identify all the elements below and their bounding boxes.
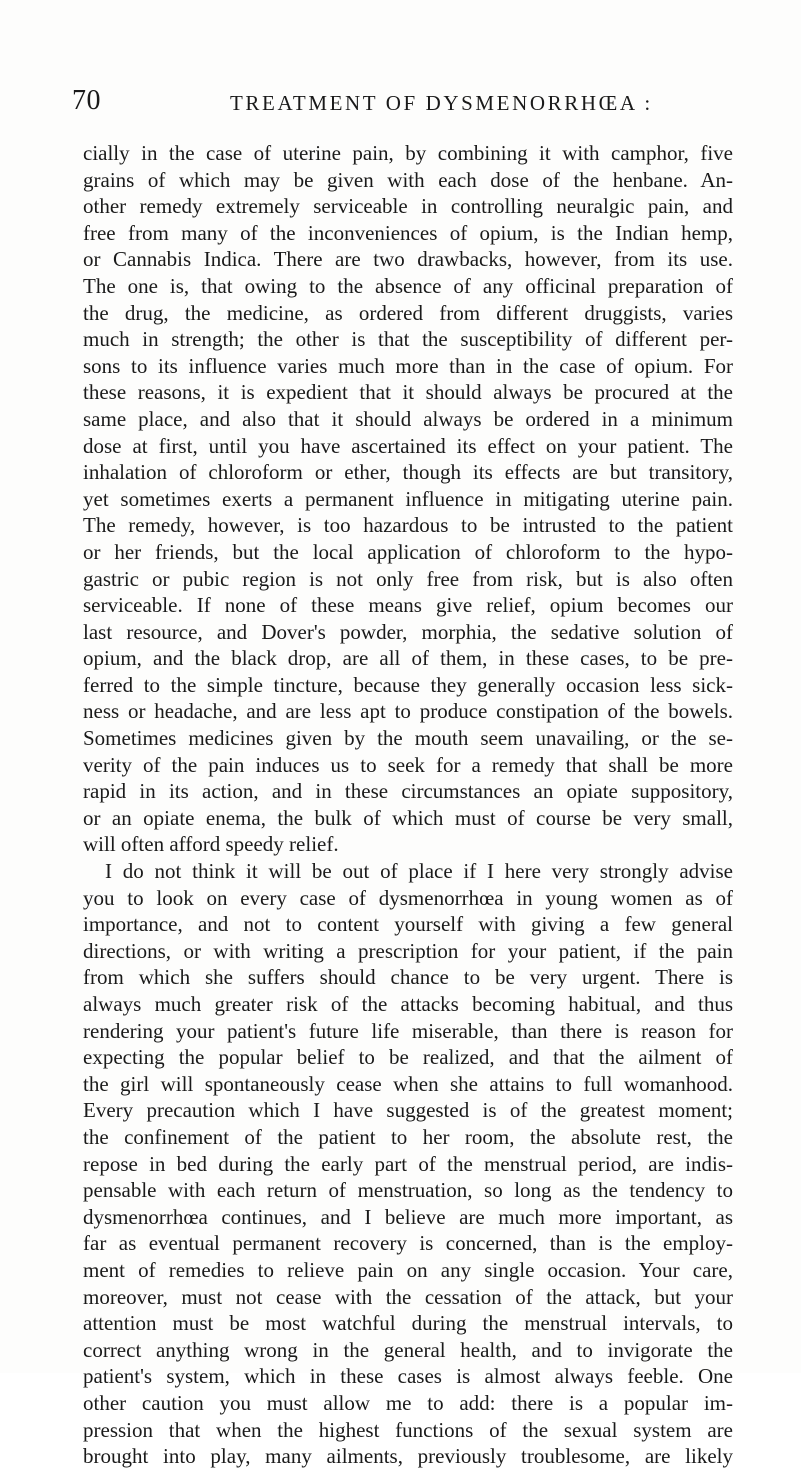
text-line: will often afford speedy relief. [83, 832, 339, 857]
text-line: dose at first, until you have ascertained its effect on your patient. The [83, 433, 733, 458]
text-line: brought into play, many ailments, previously troublesome, are likely [83, 1444, 733, 1469]
text-line: from which she suffers should chance to be very urgent. There is [83, 965, 733, 990]
text-line: importance, and not to content yourself with giving a few general [83, 912, 733, 937]
text-line: repose in bed during the early part of the menstrual period, are indis- [83, 1151, 733, 1176]
text-line: or an opiate enema, the bulk of which must of course be very small, [83, 805, 733, 830]
running-title: TREATMENT OF DYSMENORRHŒA : [230, 91, 653, 115]
text-line: attention must be most watchful during the menstrual intervals, to [83, 1311, 733, 1336]
text-line: Sometimes medicines given by the mouth seem unavailing, or the se- [83, 726, 733, 751]
text-line: or Cannabis Indica. There are two drawbacks, however, from its use. [83, 247, 733, 272]
text-line: same place, and also that it should always be ordered in a minimum [83, 406, 733, 431]
text-line: yet sometimes exerts a permanent influence in mitigating uterine pain. [83, 486, 733, 511]
text-line: free from many of the inconveniences of opium, is the Indian hemp, [83, 220, 733, 245]
text-line: verity of the pain induces us to seek for a remedy that shall be more [83, 752, 733, 777]
text-line: grains of which may be given with each dose of the henbane. An- [83, 167, 733, 192]
text-line: ferred to the simple tincture, because they generally occasion less sick- [83, 672, 733, 697]
text-line: ment of remedies to relieve pain on any single occasion. Your care, [83, 1257, 733, 1282]
page-number: 70 [72, 85, 101, 116]
text-line: these reasons, it is expedient that it should always be procured at the [83, 380, 733, 405]
text-line: always much greater risk of the attacks becoming habitual, and thus [83, 992, 733, 1016]
text-line: opium, and the black drop, are all of them, in these cases, to be pre- [83, 646, 733, 671]
text-line: correct anything wrong in the general health, and to invigorate the [83, 1337, 733, 1362]
text-line: I do not think it will be out of place if I here very strongly advise [105, 859, 733, 884]
text-line: last resource, and Dover's powder, morphia, the sedative solution of [83, 619, 733, 644]
text-line: directions, or with writing a prescription for your patient, if the pain [83, 938, 733, 963]
text-line: you to look on every case of dysmenorrhœa in young women as of [83, 885, 733, 910]
text-line: Every precaution which I have suggested is of the greatest moment; [83, 1098, 733, 1123]
text-line: dysmenorrhœa continues, and I believe are much more important, as [83, 1204, 733, 1229]
text-line: or her friends, but the local application of chloroform to the hypo- [83, 539, 733, 564]
text-line: serviceable. If none of these means give relief, opium becomes our [83, 593, 733, 618]
text-line: other remedy extremely serviceable in controlling neuralgic pain, and [83, 194, 733, 219]
text-line: gastric or pubic region is not only free from risk, but is also often [83, 566, 733, 591]
text-line: rendering your patient's future life miserable, than there is reason for [83, 1018, 733, 1043]
text-line: much in strength; the other is that the susceptibility of different per- [83, 327, 733, 352]
text-line: The one is, that owing to the absence of any officinal preparation of [83, 273, 733, 298]
text-line: cially in the case of uterine pain, by combining it with camphor, five [83, 141, 733, 165]
text-line: expecting the popular belief to be realized, and that the ailment of [83, 1045, 733, 1070]
text-line: pensable with each return of menstruation, so long as the tendency to [83, 1178, 733, 1203]
text-line: The remedy, however, is too hazardous to be intrusted to the patient [83, 513, 733, 538]
text-line: far as eventual permanent recovery is concerned, than is the employ- [83, 1231, 733, 1256]
text-line: patient's system, which in these cases is almost always feeble. One [83, 1364, 733, 1389]
text-line: pression that when the highest functions of the sexual system are [83, 1417, 733, 1442]
text-line: rapid in its action, and in these circumstances an opiate suppository, [83, 779, 733, 804]
body-text [83, 140, 733, 1470]
text-line: the drug, the medicine, as ordered from different druggists, varies [83, 300, 733, 325]
text-line: other caution you must allow me to add: there is a popular im- [83, 1390, 733, 1415]
text-line: inhalation of chloroform or ether, though its effects are but transitory, [83, 460, 733, 485]
text-line: the girl will spontaneously cease when she attains to full womanhood. [83, 1071, 733, 1096]
text-line: sons to its influence varies much more than in the case of opium. For [83, 353, 733, 378]
text-line: ness or headache, and are less apt to produce constipation of the bowels. [83, 699, 733, 724]
text-line: the confinement of the patient to her room, the absolute rest, the [83, 1124, 733, 1149]
text-line: moreover, must not cease with the cessation of the attack, but your [83, 1284, 733, 1309]
running-head [72, 86, 729, 116]
